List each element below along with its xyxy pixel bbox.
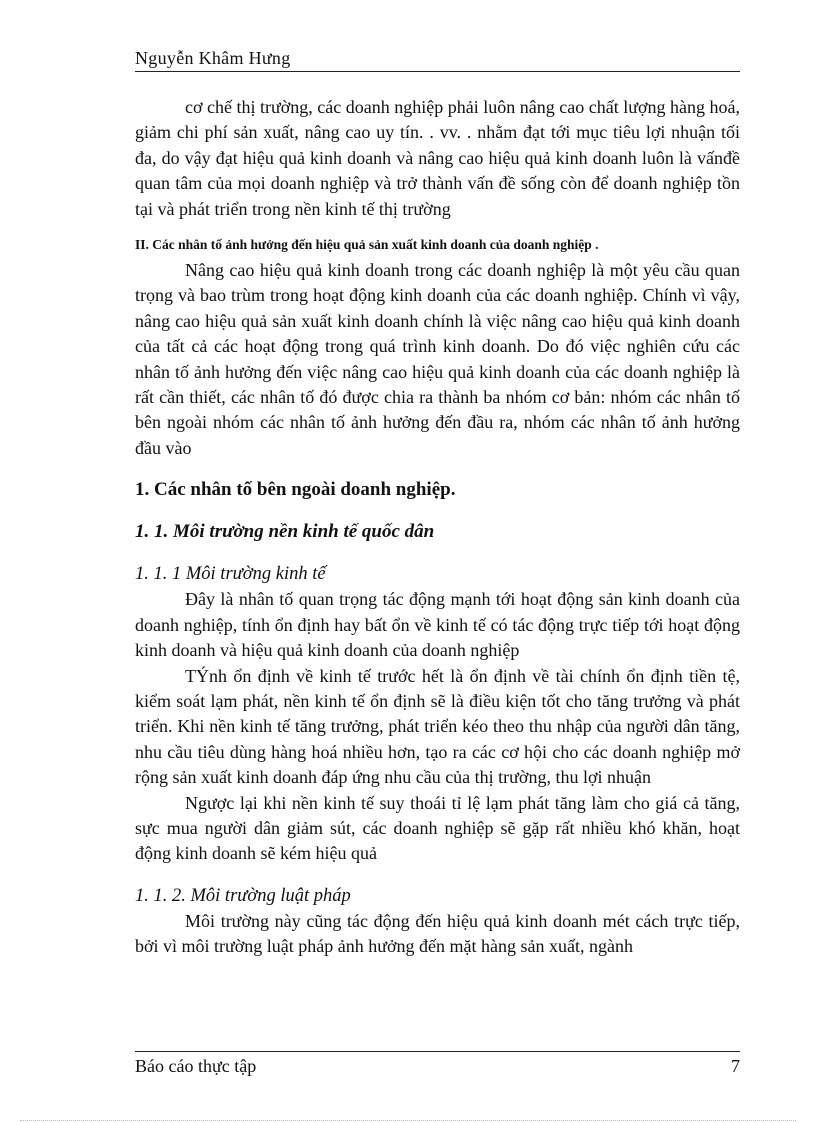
page-footer <box>135 1051 740 1077</box>
paragraph: cơ chế thị trường, các doanh nghiệp phải luôn nâng cao chất lượng hàng hoá, giảm chi phí sản xuất, nâng cao uy tín. . vv. . nhằm đạt tới mục tiêu lợi nhuận tối đa, do vậy đạt hiệu quả kinh doanh và nâng cao hiệu quả kinh doanh luôn là vấnđề quan tâm của mọi doanh nghiệp và trở thành vấn đề sống còn để doanh nghiệp tồn tại và phát triển trong nền kinh tế thị trường <box>135 97 740 219</box>
page-edge-divider <box>20 1120 796 1121</box>
heading-1-1-2: 1. 1. 2. Môi trường luật pháp <box>135 885 351 906</box>
page-header <box>135 48 740 72</box>
header-author: Nguyễn Khâm Hưng <box>135 48 291 68</box>
heading-1: 1. Các nhân tố bên ngoài doanh nghiệp. <box>135 479 456 501</box>
footer-label: Báo cáo thực tập <box>135 1056 257 1076</box>
page-number: 7 <box>731 1056 740 1076</box>
document-body <box>135 95 740 960</box>
paragraph: Đây là nhân tố quan trọng tác động mạnh tới hoạt động sản kinh doanh của doanh nghiệp, tính ổn định hay bất ổn về kinh tế có tác động trực tiếp tới hoạt động kinh doanh và hiệu quả kinh doanh của doanh nghiệp <box>135 589 740 661</box>
paragraph: Môi trường này cũng tác động đến hiệu quả kinh doanh mét cách trực tiếp, bởi vì môi trường luật pháp ảnh hưởng đến mặt hàng sản xuất, ngành <box>135 910 740 957</box>
paragraph: Nâng cao hiệu quả kinh doanh trong các doanh nghiệp là một yêu cầu quan trọng và bao trùm trong hoạt động kinh doanh của các doanh nghiệp. Chính vì vậy, nâng cao hiệu quả sản xuất kinh doanh chính là việc nâng cao hiệu quả kinh doanh của tất cả các hoạt động trong quá trình kinh doanh. Do đó việc nghiên cứu các nhân tố ảnh hưởng đến việc nâng cao hiệu quả kinh doanh của các doanh nghiệp là rất cần thiết, các nhân tố đó được chia ra thành ba nhóm cơ bản: nhóm các nhân tố bên ngoài nhóm các nhân tố ảnh hưởng đến đầu ra, nhóm các nhân tố ảnh hưởng đầu vào <box>135 260 740 458</box>
paragraph: TÝnh ổn định về kinh tế trước hết là ổn định về tài chính ổn định tiền tệ, kiểm soát lạm phát, nền kinh tế ổn định sẽ là điều kiện tốt cho tăng trưởng và phát triển. Khi nền kinh tế tăng trưởng, phát triển kéo theo thu nhập của người dân tăng, nhu cầu tiêu dùng hàng hoá nhiều hơn, tạo ra các cơ hội cho các doanh nghiệp mở rộng sản xuất kinh doanh đáp ứng nhu cầu của thị trường, thu lợi nhuận <box>135 665 740 788</box>
heading-1-1-1: 1. 1. 1 Môi trường kinh tế <box>135 564 326 585</box>
paragraph: Ngược lại khi nền kinh tế suy thoái tỉ lệ lạm phát tăng làm cho giá cả tăng, sực mua người dân giảm sút, các doanh nghiệp sẽ gặp rất nhiều khó khăn, hoạt động kinh doanh sẽ kém hiệu quả <box>135 792 740 864</box>
heading-1-1: 1. 1. Môi trường nền kinh tế quốc dân <box>135 521 435 543</box>
section-heading-ii: II. Các nhân tố ảnh hưởng đến hiệu quả sản xuất kinh doanh của doanh nghiệp . <box>135 237 599 253</box>
